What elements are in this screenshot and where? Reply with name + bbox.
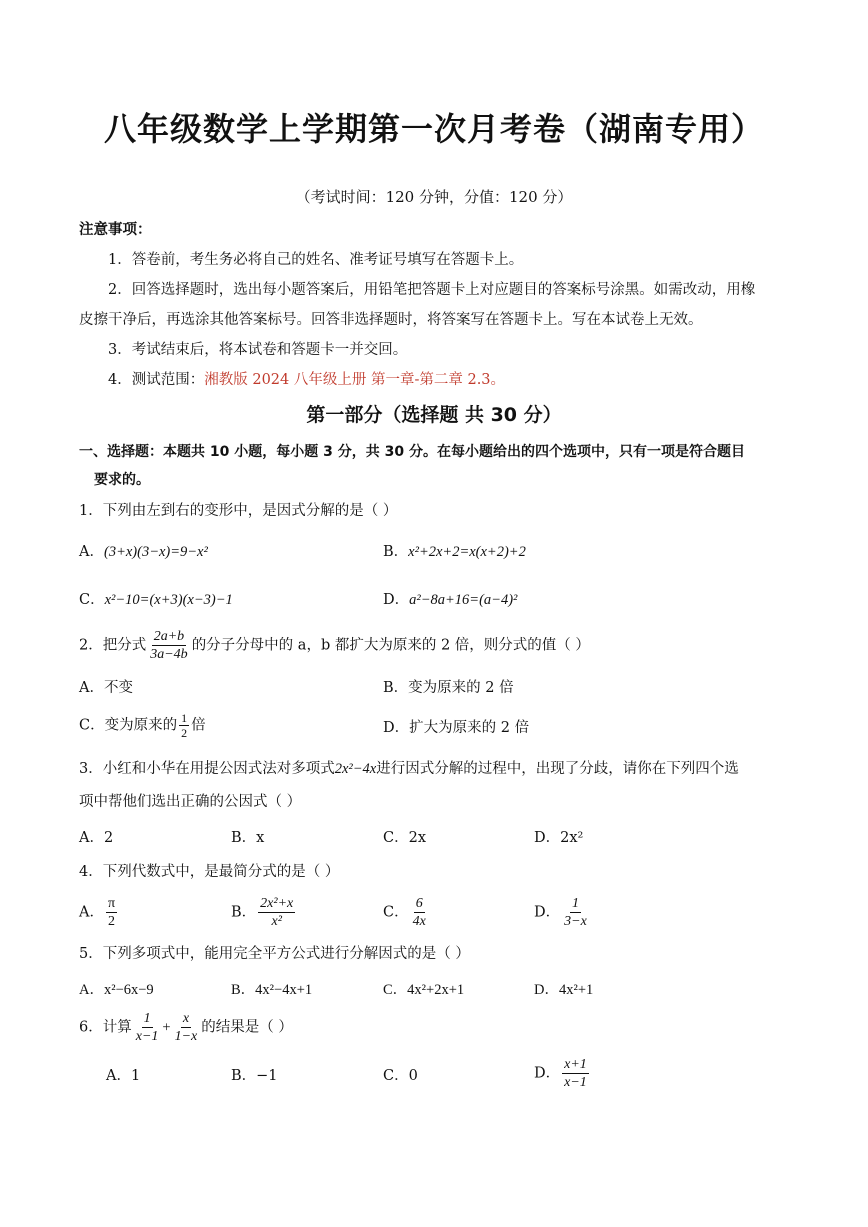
q1-b-label: B．	[383, 544, 409, 560]
q4-c-label: C．	[383, 904, 409, 921]
notice-item-1: 1．答卷前，考生务必将自己的姓名、准考证号填写在答题卡上。	[108, 252, 524, 268]
instruction-line-1: 一、选择题：本题共 10 小题，每小题 3 分，共 30 分。在每小题给出的四个选项中，只有一项是符合题目	[79, 444, 745, 460]
q4-d-fraction	[562, 895, 589, 930]
q4-stem: 4．下列代数式中，是最简分式的是（ ）	[79, 864, 340, 880]
q6-n2: x	[182, 1011, 190, 1026]
q4-b-fraction	[258, 895, 295, 930]
notice-item-2: 2．回答选择题时，选出每小题答案后，用铅笔把答题卡上对应题目的答案标号涂黑。如需改动，用橡	[108, 282, 756, 298]
q2-fraction-num: 2a+b	[153, 629, 185, 644]
q1-option-c	[79, 590, 233, 610]
q5-option-d: D．4x²+1	[534, 982, 594, 998]
q1-option-d	[383, 590, 517, 610]
q1-c-expr: x²−10=(x+3)(x−3)−1	[104, 592, 233, 608]
exam-time-subtitle: （考试时间：120 分钟，分值：120 分）	[295, 188, 573, 206]
q6-option-b: B．−1	[231, 1068, 278, 1084]
q1-a-expr: (3+x)(3−x)=9−x²	[103, 544, 208, 560]
q6-stem-pre: 6．计算	[79, 1019, 132, 1036]
q5-option-a: A．x²−6x−9	[79, 982, 154, 998]
notice-item-4	[108, 370, 505, 390]
notice-heading: 注意事项：	[79, 222, 152, 238]
q2-c-pre: C．变为原来的	[79, 717, 178, 734]
q6-d1: x−1	[135, 1029, 159, 1044]
q2-option-d: D．扩大为原来的 2 倍	[383, 720, 530, 736]
section-title: 第一部分（选择题 共 30 分）	[306, 404, 562, 426]
q4-a-label: A．	[79, 904, 104, 921]
q6-option-d	[534, 1056, 591, 1091]
q6-d-label: D．	[534, 1065, 561, 1082]
q2-stem	[79, 628, 590, 663]
q4-d-num: 1	[571, 896, 579, 911]
q2-option-b: B．变为原来的 2 倍	[383, 680, 514, 696]
q6-d-den: x−1	[564, 1075, 587, 1090]
q6-plus: +	[162, 1019, 171, 1036]
q2-c-num: 1	[181, 711, 188, 725]
q5-stem: 5．下列多项式中，能用完全平方公式进行分解因式的是（ ）	[79, 946, 470, 962]
q4-c-fraction	[411, 895, 428, 930]
q4-option-c	[383, 895, 430, 930]
q1-option-a	[79, 542, 208, 562]
q6-d2: 1−x	[174, 1029, 198, 1044]
q2-fraction-den: 3a−4b	[150, 647, 188, 662]
q4-a-fraction	[106, 895, 117, 930]
q4-b-label: B．	[231, 904, 257, 921]
q6-n1: 1	[143, 1011, 151, 1026]
q3-stem-line-2: 项中帮他们选出正确的公因式（ ）	[79, 794, 302, 810]
q2-stem-post: 的分子分母中的 a，b 都扩大为原来的 2 倍，则分式的值（ ）	[191, 637, 590, 654]
q1-d-label: D．	[383, 592, 410, 608]
q1-c-label: C．	[79, 592, 105, 608]
q3-stem-b: 进行因式分解的过程中，出现了分歧，请你在下列四个选	[376, 761, 739, 777]
q6-option-c: C．0	[383, 1068, 418, 1084]
q1-a-label: A．	[79, 544, 104, 560]
notice-item-3: 3．考试结束后，将本试卷和答题卡一并交回。	[108, 342, 408, 358]
q2-fraction	[148, 628, 189, 663]
scope-value: 湘教版 2024 八年级上册 第一章-第二章 2.3。	[204, 372, 506, 388]
q2-c-den: 2	[181, 726, 188, 740]
q6-d-num: x+1	[564, 1057, 587, 1072]
q2-option-c	[79, 711, 206, 740]
notice-item-2-cont: 皮擦干净后，再选涂其他答案标号。回答非选择题时，将答案写在答题卡上。写在本试卷上无效。	[79, 312, 703, 328]
q3-poly: 2x²−4x	[334, 761, 377, 777]
q5-option-c: C．4x²+2x+1	[383, 982, 465, 998]
q6-fraction-1	[134, 1010, 161, 1045]
q6-fraction-2	[173, 1010, 200, 1045]
q5-option-b: B．4x²−4x+1	[231, 982, 313, 998]
q1-d-expr: a²−8a+16=(a−4)²	[409, 592, 518, 608]
q4-a-den: 2	[108, 914, 116, 929]
page-title: 八年级数学上学期第一次月考卷（湖南专用）	[103, 110, 764, 148]
q1-stem: 1．下列由左到右的变形中，是因式分解的是（ ）	[79, 503, 398, 519]
q2-stem-pre: 2．把分式	[79, 637, 147, 654]
q4-c-num: 6	[415, 896, 423, 911]
scope-label: 4．测试范围：	[108, 372, 205, 388]
q4-d-den: 3−x	[564, 914, 587, 929]
q4-c-den: 4x	[412, 914, 426, 929]
instruction-line-2: 要求的。	[94, 472, 150, 488]
q4-option-d	[534, 895, 591, 930]
q3-option-d: D．2x²	[534, 830, 584, 846]
q6-d-fraction	[562, 1056, 589, 1091]
q6-stem-post: 的结果是（ ）	[201, 1019, 293, 1036]
q4-option-a	[79, 895, 119, 930]
q2-option-a: A．不变	[79, 680, 133, 696]
q3-stem-line-1	[79, 759, 739, 779]
q4-b-num: 2x²+x	[260, 896, 294, 911]
q4-a-num: π	[107, 896, 116, 911]
q6-option-a: A．1	[106, 1068, 141, 1084]
q6-stem	[79, 1010, 293, 1045]
q4-b-den: x²	[271, 914, 282, 929]
q3-option-c: C．2x	[383, 830, 426, 846]
q3-option-b: B．x	[231, 830, 265, 846]
q3-option-a: A．2	[79, 830, 114, 846]
q4-d-label: D．	[534, 904, 561, 921]
q4-option-b	[231, 895, 297, 930]
q1-b-expr: x²+2x+2=x(x+2)+2	[408, 544, 526, 560]
q2-c-post: 倍	[191, 717, 206, 734]
q3-stem-a: 3．小红和小华在用提公因式法对多项式	[79, 761, 335, 777]
q1-option-b	[383, 542, 526, 562]
q2-c-fraction	[179, 711, 189, 740]
